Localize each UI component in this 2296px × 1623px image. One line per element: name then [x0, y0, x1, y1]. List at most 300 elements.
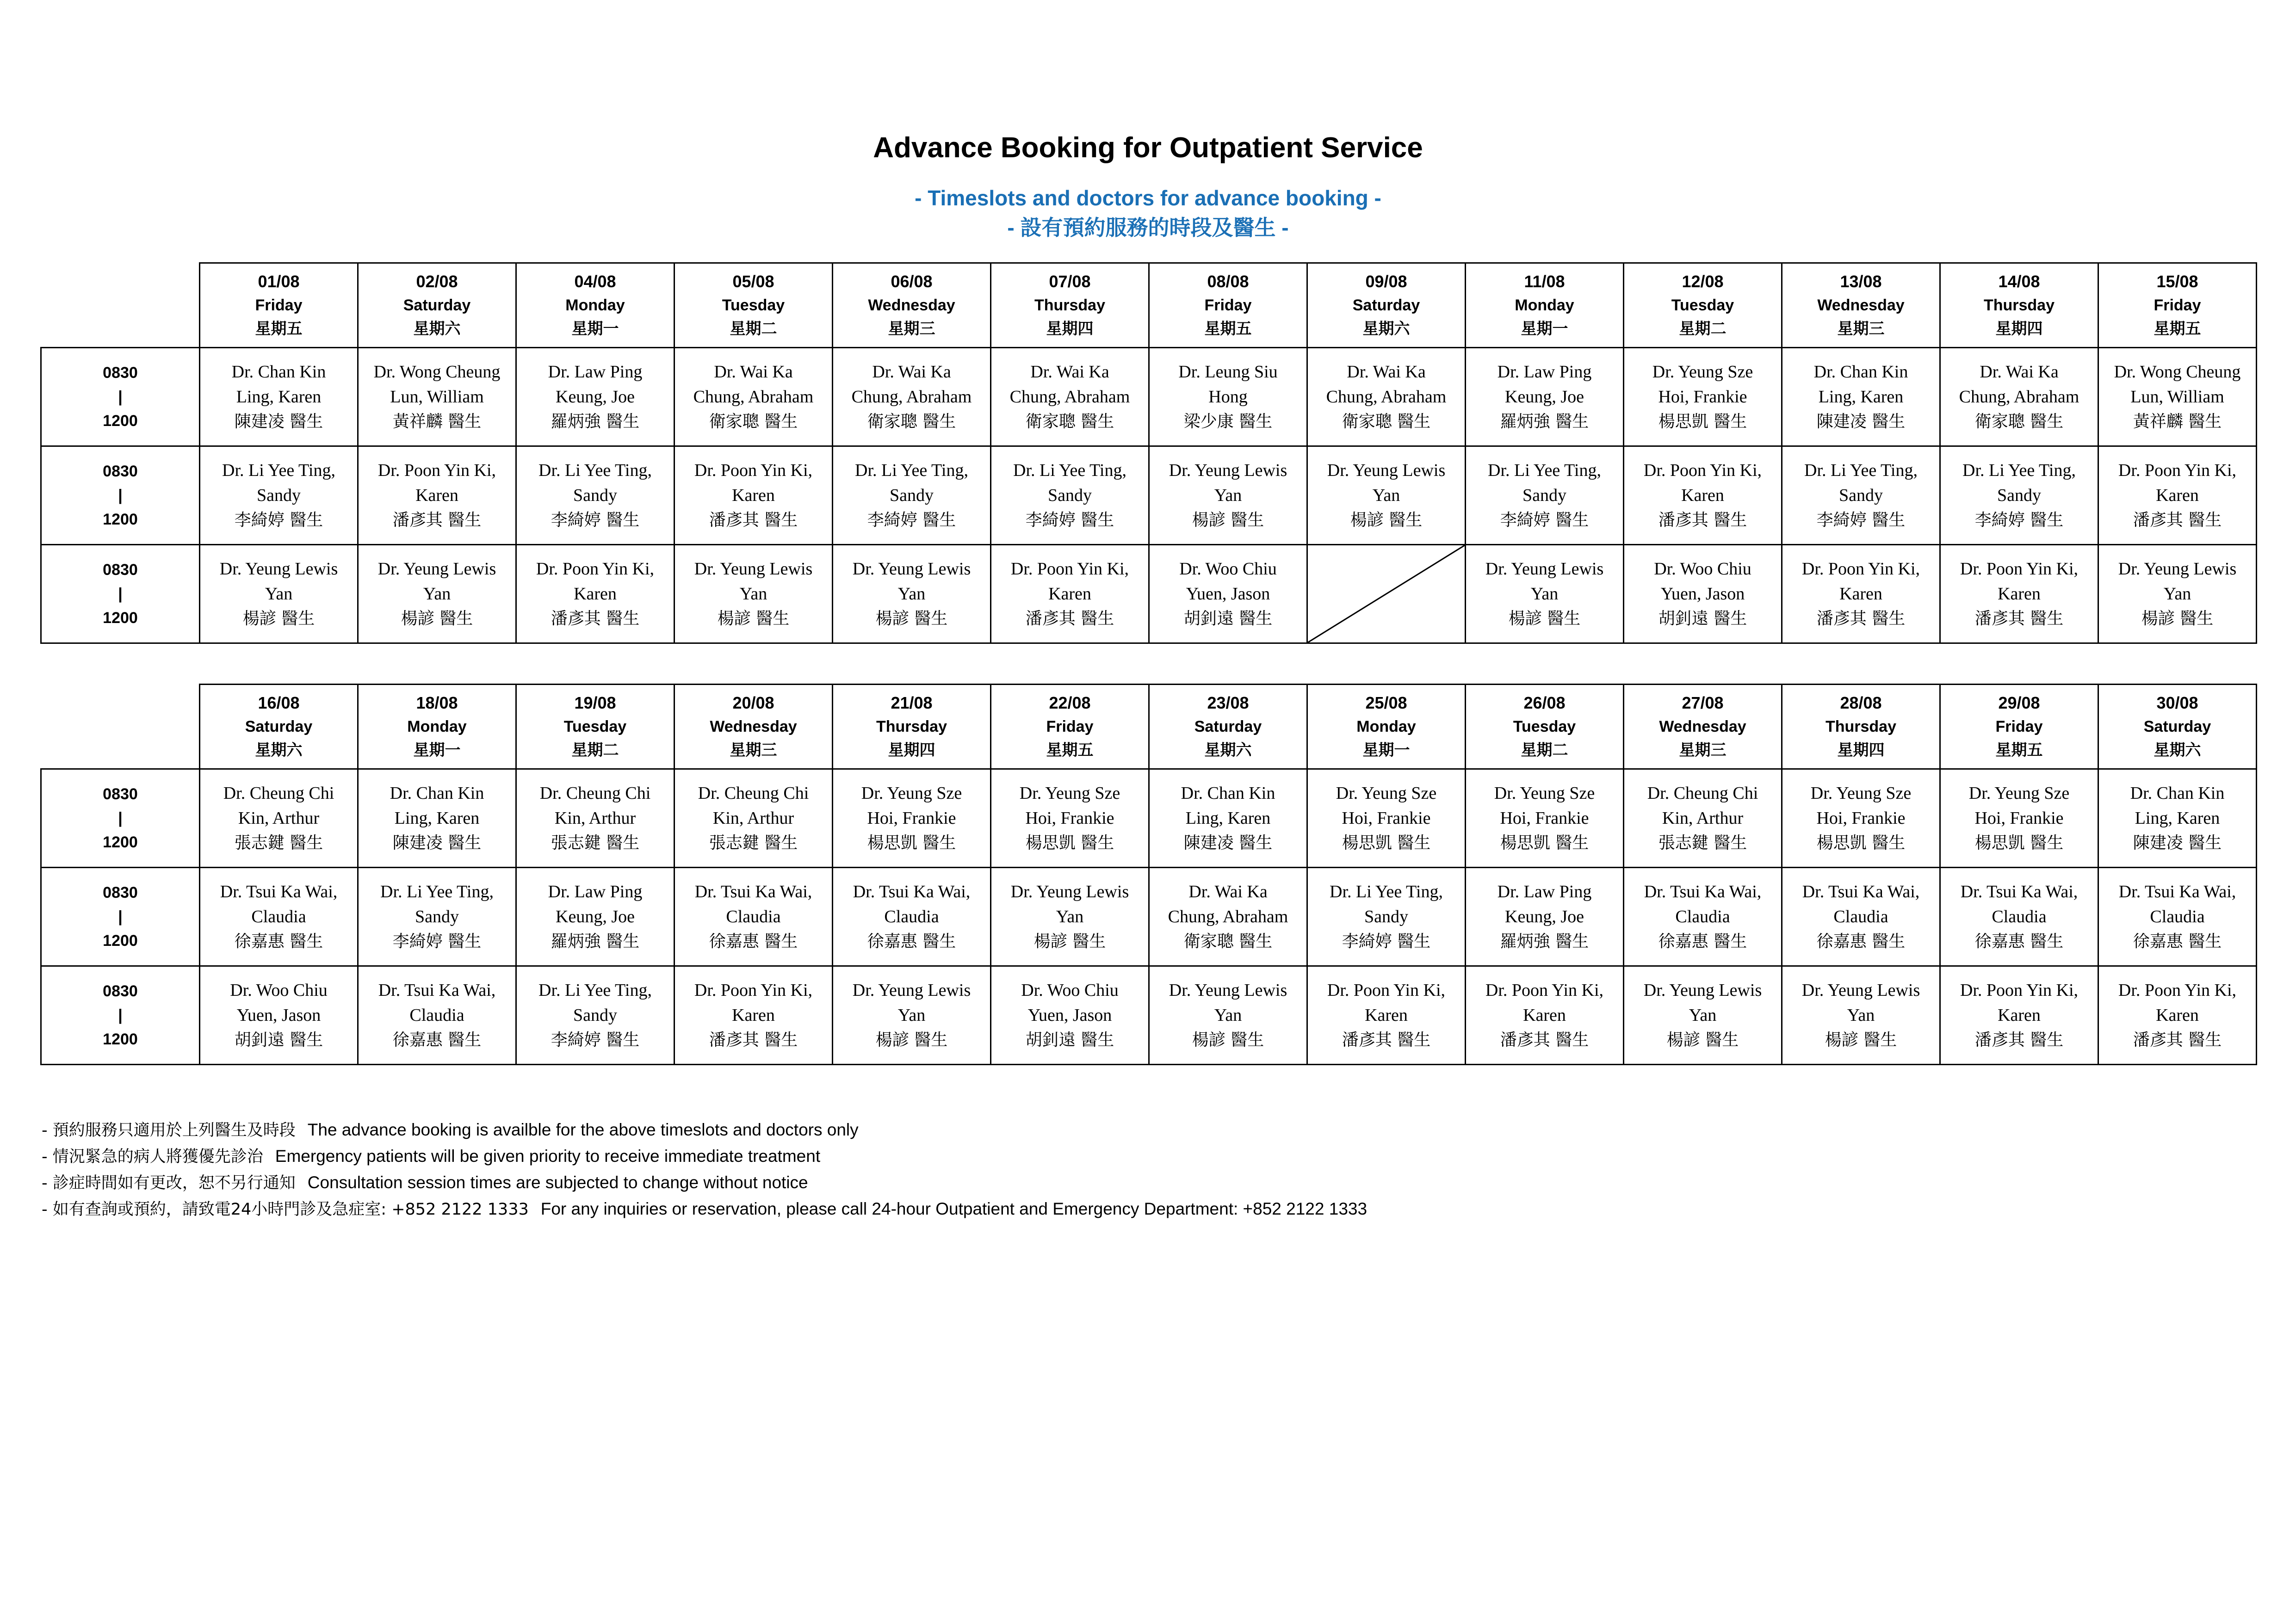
doctor-name-zh: 楊諺 醫生	[1666, 1031, 1739, 1049]
day-name-zh: 星期一	[413, 741, 461, 759]
day-name-zh: 星期五	[1995, 741, 2043, 759]
day-date: 13/08	[1840, 272, 1882, 291]
doctor-name-en-2: Sandy	[1364, 907, 1408, 926]
doctor-cell	[675, 545, 833, 643]
doctor-cell	[1782, 348, 1940, 446]
doctor-name-en-2: Chung, Abraham	[1009, 387, 1130, 407]
doctor-name-en-1: Dr. Li Yee Ting,	[380, 882, 494, 901]
day-name: Monday	[407, 718, 467, 735]
timeslot-cell	[41, 966, 200, 1065]
doctor-name-en-1: Dr. Cheung Chi	[1647, 784, 1758, 803]
day-name-zh: 星期六	[413, 320, 461, 338]
day-date: 07/08	[1049, 272, 1091, 291]
doctor-name-en-1: Dr. Yeung Lewis	[1169, 981, 1287, 1000]
doctor-name-zh: 楊諺 醫生	[1192, 1031, 1264, 1049]
doctor-name-zh: 徐嘉惠 醫生	[234, 932, 323, 951]
day-name: Friday	[1046, 718, 1094, 735]
day-header	[1149, 263, 1307, 348]
doctor-cell	[358, 348, 516, 446]
doctor-cell	[200, 769, 358, 868]
day-date: 02/08	[416, 272, 458, 291]
doctor-name-en-1: Dr. Poon Yin Ki,	[694, 461, 813, 480]
doctor-cell	[516, 868, 675, 966]
doctor-name-zh: 楊思凱 醫生	[1342, 833, 1431, 852]
day-header	[1782, 263, 1940, 348]
day-date: 20/08	[732, 693, 774, 712]
doctor-name-en-2: Yan	[1372, 486, 1400, 505]
slot-start: 0830	[103, 785, 138, 803]
doctor-name-en-2: Yan	[1689, 1006, 1717, 1025]
doctor-cell	[200, 348, 358, 446]
doctor-cell	[1466, 868, 1624, 966]
slot-start: 0830	[103, 884, 138, 901]
doctor-cell	[675, 348, 833, 446]
doctor-name-zh: 潘彥其 醫生	[1025, 609, 1114, 628]
day-header	[516, 263, 675, 348]
day-header	[1782, 685, 1940, 769]
diagonal-strike	[1308, 545, 1465, 642]
day-header	[1624, 685, 1782, 769]
doctor-name-en-1: Dr. Chan Kin	[2130, 784, 2225, 803]
day-name: Friday	[255, 296, 303, 314]
doctor-cell	[1149, 446, 1307, 545]
slot-end: 1200	[103, 932, 138, 950]
doctor-name-en-2: Karen	[1681, 486, 1724, 505]
doctor-name-en-2: Sandy	[573, 486, 617, 505]
doctor-name-en-1: Dr. Li Yee Ting,	[1013, 461, 1126, 480]
doctor-name-en-2: Yan	[265, 584, 293, 604]
doctor-cell	[1940, 545, 2098, 643]
doctor-name-en-2: Karen	[732, 1006, 775, 1025]
day-date: 30/08	[2156, 693, 2198, 712]
doctor-name-zh: 胡釗遠 醫生	[1658, 609, 1747, 628]
doctor-cell	[991, 868, 1149, 966]
day-header	[1940, 263, 2098, 348]
doctor-name-en-1: Dr. Yeung Sze	[1810, 784, 1912, 803]
day-name-zh: 星期六	[255, 741, 303, 759]
doctor-name-en-1: Dr. Yeung Sze	[1336, 784, 1437, 803]
doctor-name-en-2: Claudia	[1992, 907, 2047, 926]
timeslot-row	[41, 868, 2257, 966]
doctor-cell	[833, 868, 991, 966]
doctor-name-zh: 楊諺 醫生	[1825, 1031, 1897, 1049]
slot-start: 0830	[103, 982, 138, 1000]
doctor-cell	[1149, 966, 1307, 1065]
doctor-name-en-2: Yan	[2163, 584, 2191, 604]
doctor-cell	[1940, 966, 2098, 1065]
doctor-name-en-2: Ling, Karen	[1818, 387, 1904, 407]
doctor-name-en-1: Dr. Woo Chiu	[230, 981, 328, 1000]
doctor-name-en-1: Dr. Li Yee Ting,	[1804, 461, 1918, 480]
doctor-name-en-2: Ling, Karen	[1185, 808, 1271, 828]
doctor-name-en-2: Karen	[1365, 1006, 1408, 1025]
doctor-name-en-1: Dr. Yeung Lewis	[378, 559, 496, 579]
doctor-name-en-1: Dr. Yeung Lewis	[1010, 882, 1129, 901]
doctor-cell	[1624, 966, 1782, 1065]
footnote-en: The advance booking is availble for the above timeslots and doctors only	[307, 1120, 859, 1139]
doctor-cell	[358, 446, 516, 545]
doctor-name-en-1: Dr. Woo Chiu	[1179, 559, 1277, 579]
doctor-name-en-2: Claudia	[726, 907, 781, 926]
doctor-name-en-2: Ling, Karen	[2135, 808, 2220, 828]
doctor-cell	[516, 446, 675, 545]
doctor-cell	[1307, 868, 1466, 966]
doctor-name-en-1: Dr. Poon Yin Ki,	[536, 559, 655, 579]
doctor-name-en-1: Dr. Woo Chiu	[1654, 559, 1751, 579]
doctor-name-zh: 李綺婷 醫生	[1500, 511, 1589, 530]
footnote	[42, 1196, 1367, 1222]
day-name: Wednesday	[868, 296, 955, 314]
timeslot-cell	[41, 348, 200, 446]
day-name: Saturday	[403, 296, 471, 314]
doctor-name-en-2: Sandy	[1839, 486, 1883, 505]
doctor-name-en-1: Dr. Li Yee Ting,	[1488, 461, 1601, 480]
doctor-cell	[200, 868, 358, 966]
day-date: 11/08	[1524, 272, 1565, 291]
doctor-name-zh: 張志鍵 醫生	[709, 833, 798, 852]
doctor-cell	[2098, 446, 2257, 545]
doctor-name-zh: 陳建凌 醫生	[1183, 833, 1273, 852]
doctor-cell	[2098, 545, 2257, 643]
day-name-zh: 星期三	[1679, 741, 1727, 759]
day-header	[1940, 685, 2098, 769]
doctor-name-en-2: Yuen, Jason	[1027, 1006, 1112, 1025]
doctor-name-en-1: Dr. Wai Ka	[872, 362, 951, 382]
footnote-zh: - 診症時間如有更改，恕不另行通知	[42, 1174, 296, 1192]
doctor-name-en-1: Dr. Tsui Ka Wai,	[220, 882, 338, 901]
doctor-name-zh: 楊諺 醫生	[717, 609, 790, 628]
footnote	[42, 1117, 1367, 1143]
doctor-cell	[1307, 446, 1466, 545]
day-name: Thursday	[876, 718, 947, 735]
doctor-cell	[2098, 868, 2257, 966]
day-header	[1466, 685, 1624, 769]
doctor-name-en-1: Dr. Yeung Sze	[1494, 784, 1595, 803]
day-name-zh: 星期三	[888, 320, 935, 338]
doctor-name-zh: 胡釗遠 醫生	[1025, 1031, 1114, 1049]
doctor-name-zh: 徐嘉惠 醫生	[392, 1031, 482, 1049]
doctor-name-zh: 李綺婷 醫生	[1974, 511, 2064, 530]
doctor-cell	[1149, 545, 1307, 643]
doctor-name-zh: 潘彥其 醫生	[2133, 511, 2222, 530]
day-name-zh: 星期二	[571, 741, 619, 759]
doctor-name-en-2: Claudia	[2150, 907, 2205, 926]
doctor-name-en-1: Dr. Law Ping	[1497, 362, 1592, 382]
doctor-name-en-2: Keung, Joe	[1505, 387, 1584, 407]
day-date: 21/08	[891, 693, 933, 712]
day-date: 23/08	[1207, 693, 1249, 712]
doctor-name-en-1: Dr. Li Yee Ting,	[1330, 882, 1443, 901]
day-date: 19/08	[574, 693, 616, 712]
day-name: Tuesday	[1671, 296, 1734, 314]
day-name: Saturday	[2143, 718, 2211, 735]
doctor-name-en-1: Dr. Li Yee Ting,	[1962, 461, 2076, 480]
doctor-name-en-1: Dr. Poon Yin Ki,	[1960, 559, 2079, 579]
day-name: Wednesday	[710, 718, 797, 735]
timeslot-row	[41, 545, 2257, 643]
doctor-name-en-2: Yan	[1530, 584, 1559, 604]
day-name: Friday	[1995, 718, 2043, 735]
page-title: Advance Booking for Outpatient Service	[873, 132, 1423, 164]
doctor-name-en-1: Dr. Chan Kin	[390, 784, 484, 803]
day-name: Thursday	[1034, 296, 1106, 314]
doctor-name-zh: 潘彥其 醫生	[1974, 609, 2064, 628]
doctor-cell	[1624, 446, 1782, 545]
doctor-cell	[1149, 769, 1307, 868]
doctor-cell	[2098, 966, 2257, 1065]
slot-separator: |	[118, 908, 123, 926]
doctor-name-en-2: Ling, Karen	[236, 387, 322, 407]
timeslot-row	[41, 446, 2257, 545]
doctor-name-zh: 楊諺 醫生	[2141, 609, 2214, 628]
doctor-name-zh: 潘彥其 醫生	[1500, 1031, 1589, 1049]
doctor-cell	[1466, 545, 1624, 643]
doctor-name-en-1: Dr. Tsui Ka Wai,	[378, 981, 496, 1000]
day-header	[991, 685, 1149, 769]
day-header	[200, 685, 358, 769]
doctor-cell	[1466, 348, 1624, 446]
doctor-name-zh: 楊諺 醫生	[401, 609, 473, 628]
doctor-name-en-1: Dr. Wai Ka	[1030, 362, 1109, 382]
doctor-name-en-2: Keung, Joe	[556, 907, 635, 926]
doctor-name-zh: 胡釗遠 醫生	[234, 1031, 323, 1049]
doctor-cell	[991, 966, 1149, 1065]
doctor-cell	[991, 545, 1149, 643]
doctor-name-en-2: Claudia	[1675, 907, 1730, 926]
doctor-cell	[1940, 446, 2098, 545]
doctor-name-en-1: Dr. Poon Yin Ki,	[1643, 461, 1762, 480]
doctor-name-en-1: Dr. Law Ping	[548, 882, 643, 901]
doctor-cell	[1940, 868, 2098, 966]
doctor-cell	[1782, 545, 1940, 643]
day-name: Wednesday	[1659, 718, 1746, 735]
doctor-name-zh: 徐嘉惠 醫生	[867, 932, 956, 951]
doctor-name-en-1: Dr. Yeung Lewis	[1327, 461, 1446, 480]
doctor-cell	[1624, 545, 1782, 643]
day-name: Monday	[565, 296, 625, 314]
doctor-name-zh: 李綺婷 醫生	[551, 511, 640, 530]
doctor-name-en-1: Dr. Woo Chiu	[1021, 981, 1119, 1000]
doctor-cell	[991, 769, 1149, 868]
doctor-name-en-1: Dr. Yeung Sze	[861, 784, 962, 803]
doctor-name-zh: 胡釗遠 醫生	[1183, 609, 1273, 628]
day-name: Wednesday	[1817, 296, 1905, 314]
doctor-name-en-1: Dr. Yeung Lewis	[1801, 981, 1920, 1000]
doctor-name-en-2: Karen	[1998, 1006, 2041, 1025]
doctor-name-en-2: Sandy	[573, 1006, 617, 1025]
day-date: 28/08	[1840, 693, 1882, 712]
doctor-name-en-2: Karen	[1523, 1006, 1566, 1025]
doctor-cell	[1782, 966, 1940, 1065]
doctor-name-en-2: Hoi, Frankie	[1500, 808, 1589, 828]
doctor-name-zh: 李綺婷 醫生	[1816, 511, 1906, 530]
day-header	[1624, 263, 1782, 348]
doctor-name-zh: 陳建凌 醫生	[234, 412, 323, 431]
doctor-name-en-2: Hoi, Frankie	[1342, 808, 1431, 828]
doctor-name-zh: 衛家聰 醫生	[867, 412, 956, 431]
timeslot-cell	[41, 769, 200, 868]
doctor-name-zh: 潘彥其 醫生	[392, 511, 482, 530]
footnote-zh: - 如有查詢或預約，請致電24小時門診及急症室: +852 2122 1333	[42, 1200, 529, 1219]
doctor-name-en-1: Dr. Yeung Lewis	[852, 981, 971, 1000]
doctor-name-en-1: Dr. Poon Yin Ki,	[694, 981, 813, 1000]
doctor-name-en-1: Dr. Cheung Chi	[698, 784, 809, 803]
slot-separator: |	[118, 585, 123, 603]
doctor-name-en-1: Dr. Li Yee Ting,	[538, 981, 652, 1000]
doctor-cell	[675, 868, 833, 966]
doctor-name-en-1: Dr. Poon Yin Ki,	[1327, 981, 1446, 1000]
doctor-name-zh: 張志鍵 醫生	[551, 833, 640, 852]
doctor-name-en-2: Yan	[897, 1006, 926, 1025]
day-header	[833, 685, 991, 769]
doctor-name-zh: 楊諺 醫生	[875, 609, 948, 628]
doctor-cell	[516, 966, 675, 1065]
doctor-name-en-1: Dr. Yeung Lewis	[1169, 461, 1287, 480]
day-header	[1307, 685, 1466, 769]
doctor-name-en-2: Sandy	[1048, 486, 1092, 505]
doctor-cell	[358, 868, 516, 966]
doctor-cell	[200, 966, 358, 1065]
day-date: 18/08	[416, 693, 458, 712]
subtitle-en: - Timeslots and doctors for advance booking -	[915, 186, 1381, 210]
doctor-cell	[1782, 446, 1940, 545]
doctor-name-en-1: Dr. Yeung Sze	[1652, 362, 1753, 382]
doctor-name-en-2: Yan	[897, 584, 926, 604]
doctor-cell	[358, 769, 516, 868]
doctor-name-en-2: Yan	[423, 584, 451, 604]
doctor-cell	[1466, 769, 1624, 868]
doctor-name-en-1: Dr. Cheung Chi	[223, 784, 334, 803]
day-name-zh: 星期二	[730, 320, 777, 338]
day-name-zh: 星期六	[1362, 320, 1410, 338]
day-name-zh: 星期一	[1521, 320, 1568, 338]
doctor-cell	[1466, 966, 1624, 1065]
timeslot-row	[41, 966, 2257, 1065]
doctor-name-zh: 羅炳強 醫生	[1500, 932, 1589, 951]
doctor-name-en-1: Dr. Wong Cheung	[373, 362, 501, 382]
doctor-name-en-1: Dr. Chan Kin	[1181, 784, 1275, 803]
day-name: Thursday	[1825, 718, 1897, 735]
doctor-name-zh: 黃祥麟 醫生	[2133, 412, 2222, 431]
doctor-cell	[1782, 769, 1940, 868]
footnotes	[42, 1117, 1367, 1222]
day-name-zh: 星期五	[1204, 320, 1252, 338]
doctor-name-zh: 衛家聰 醫生	[709, 412, 798, 431]
day-date: 12/08	[1682, 272, 1724, 291]
day-date: 06/08	[891, 272, 933, 291]
corner-cell	[41, 685, 200, 769]
slot-end: 1200	[103, 833, 138, 851]
doctor-name-en-2: Karen	[415, 486, 458, 505]
day-header	[516, 685, 675, 769]
day-date: 15/08	[2156, 272, 2198, 291]
footnote-zh: - 預約服務只適用於上列醫生及時段	[42, 1121, 296, 1140]
footnote-en: Emergency patients will be given priority to receive immediate treatment	[275, 1147, 821, 1166]
doctor-cell	[2098, 348, 2257, 446]
day-header	[675, 685, 833, 769]
doctor-name-en-1: Dr. Law Ping	[1497, 882, 1592, 901]
doctor-name-en-1: Dr. Chan Kin	[231, 362, 326, 382]
doctor-name-en-2: Kin, Arthur	[554, 808, 636, 828]
doctor-name-zh: 楊諺 醫生	[1508, 609, 1581, 628]
doctor-name-zh: 李綺婷 醫生	[234, 511, 323, 530]
doctor-name-en-2: Hoi, Frankie	[1974, 808, 2064, 828]
slot-start: 0830	[103, 561, 138, 579]
doctor-name-zh: 張志鍵 醫生	[234, 833, 323, 852]
doctor-cell	[991, 348, 1149, 446]
doctor-name-en-2: Sandy	[415, 907, 459, 926]
subtitle-zh: - 設有預約服務的時段及醫生 -	[1007, 216, 1289, 240]
day-name: Tuesday	[722, 296, 785, 314]
header-row	[41, 263, 2257, 348]
doctor-name-en-1: Dr. Tsui Ka Wai,	[1960, 882, 2078, 901]
doctor-name-en-1: Dr. Poon Yin Ki,	[2118, 981, 2237, 1000]
doctor-name-zh: 楊思凱 醫生	[1658, 412, 1747, 431]
doctor-name-en-2: Hoi, Frankie	[1025, 808, 1114, 828]
corner-cell	[41, 263, 200, 348]
day-name: Saturday	[1194, 718, 1262, 735]
day-header	[991, 263, 1149, 348]
day-name-zh: 星期三	[1837, 320, 1885, 338]
doctor-name-en-2: Sandy	[890, 486, 934, 505]
doctor-name-zh: 張志鍵 醫生	[1658, 833, 1747, 852]
day-date: 14/08	[1998, 272, 2040, 291]
timeslot-cell	[41, 868, 200, 966]
empty-slot-cell	[1307, 545, 1466, 643]
doctor-name-en-2: Yan	[1847, 1006, 1875, 1025]
doctor-name-en-2: Sandy	[257, 486, 301, 505]
day-name-zh: 星期四	[888, 741, 935, 759]
doctor-cell	[675, 966, 833, 1065]
doctor-name-en-2: Lun, William	[2130, 387, 2224, 407]
doctor-name-en-1: Dr. Law Ping	[548, 362, 643, 382]
doctor-name-en-2: Kin, Arthur	[238, 808, 320, 828]
day-header	[1307, 263, 1466, 348]
day-name-zh: 星期五	[255, 320, 303, 338]
doctor-name-en-1: Dr. Poon Yin Ki,	[1010, 559, 1129, 579]
day-date: 04/08	[574, 272, 616, 291]
day-name-zh: 星期四	[1995, 320, 2043, 338]
day-date: 26/08	[1523, 693, 1566, 712]
doctor-cell	[516, 545, 675, 643]
doctor-name-en-1: Dr. Yeung Lewis	[2118, 559, 2237, 579]
doctor-name-en-2: Hoi, Frankie	[867, 808, 956, 828]
doctor-name-en-2: Ling, Karen	[394, 808, 480, 828]
doctor-name-zh: 潘彥其 醫生	[1658, 511, 1747, 530]
doctor-name-en-2: Yan	[1056, 907, 1084, 926]
doctor-name-zh: 徐嘉惠 醫生	[1658, 932, 1747, 951]
doctor-name-zh: 楊諺 醫生	[242, 609, 315, 628]
doctor-name-en-2: Chung, Abraham	[693, 387, 814, 407]
day-name-zh: 星期二	[1521, 741, 1568, 759]
doctor-name-zh: 潘彥其 醫生	[1816, 609, 1906, 628]
doctor-name-zh: 楊諺 醫生	[1192, 511, 1264, 530]
doctor-name-en-1: Dr. Yeung Lewis	[1485, 559, 1604, 579]
day-header	[675, 263, 833, 348]
slot-end: 1200	[103, 1031, 138, 1048]
slot-end: 1200	[103, 412, 138, 430]
doctor-name-en-2: Karen	[1839, 584, 1882, 604]
doctor-name-zh: 楊諺 醫生	[1350, 511, 1423, 530]
doctor-name-zh: 楊思凱 醫生	[1816, 833, 1906, 852]
doctor-cell	[675, 446, 833, 545]
day-name-zh: 星期五	[1046, 741, 1094, 759]
doctor-name-zh: 李綺婷 醫生	[1342, 932, 1431, 951]
doctor-name-en-2: Chung, Abraham	[851, 387, 972, 407]
day-date: 16/08	[258, 693, 300, 712]
doctor-name-zh: 李綺婷 醫生	[867, 511, 956, 530]
doctor-name-zh: 楊思凱 醫生	[1500, 833, 1589, 852]
